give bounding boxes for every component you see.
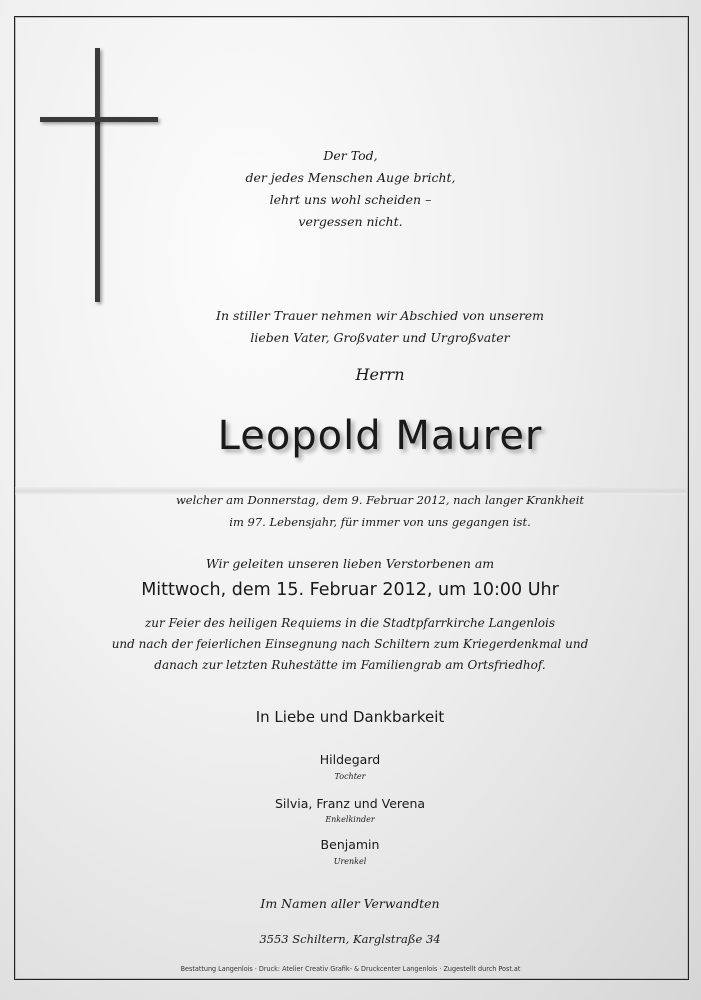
intro-line: lieben Vater, Großvater und Urgroßvater [250,330,510,345]
verse [130,145,571,233]
death-notice [70,489,690,533]
funeral-details [40,613,660,676]
death-line: im 97. Lebensjahr, für immer von uns gegangen ist. [229,515,531,529]
deceased-name: Leopold Maurer [217,413,543,459]
mourner-name: Benjamin [320,837,380,852]
funeral-line: zur Feier des heiligen Requiems in die Stadtpfarrkirche Langenlois [144,616,556,630]
mourner-role: Enkelkinder [325,815,375,824]
mourner-role: Urenkel [333,857,367,866]
funeral-date: Mittwoch, dem 15. Februar 2012, um 10:00 Uhr [141,580,559,600]
mourner-name: Silvia, Franz und Verena [274,796,426,811]
death-line: welcher am Donnerstag, dem 9. Februar 2012, nach langer Krankheit [175,493,585,507]
funeral-intro: Wir geleiten unseren lieben Verstorbenen am [205,556,495,571]
printer-credit: Bestattung Langenlois · Druck: Atelier Creativ Grafik- & Druckcenter Langenlois · Zugestellt durch Post.at [180,965,521,973]
all-relatives: Im Namen aller Verwandten [260,896,440,911]
funeral-line: danach zur letzten Ruhestätte im Familiengrab am Ortsfriedhof. [154,658,546,672]
funeral-line: und nach der feierlichen Einsegnung nach Schiltern zum Kriegerdenkmal und [111,637,589,651]
verse-line: lehrt uns wohl scheiden – [269,192,432,207]
salutation: Herrn [355,365,405,384]
mourner-role: Tochter [334,772,366,781]
mourners-heading: In Liebe und Dankbarkeit [255,708,445,726]
intro-line: In stiller Trauer nehmen wir Abschied von unserem [216,308,544,323]
family-address: 3553 Schiltern, Karglstraße 34 [259,932,441,946]
intro-text [100,305,660,349]
verse-line: vergessen nicht. [298,214,403,229]
verse-line: Der Tod, [323,148,378,163]
mourner-name: Hildegard [319,752,381,767]
verse-line: der jedes Menschen Auge bricht, [245,170,456,185]
